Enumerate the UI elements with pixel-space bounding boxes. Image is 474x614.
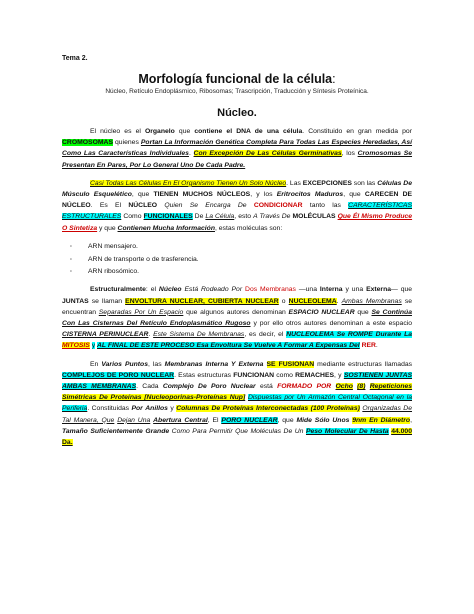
- paragraph-1: El núcleo es el Organelo que contiene el DNA de una célula. Constituido en gran medida por CROMOSOMAS quienes Portan La Información Genética Completa Para Todas Las Especies Heredadas, Así Como Las Características Individuales. Con Excepción De Las Células Germinativas, los Cromosomas Se Presentan En Pares, Por Lo General Uno De Cada Padre.: [62, 128, 413, 169]
- arn-list: [62, 241, 412, 278]
- tema-label: Tema 2.: [62, 55, 88, 62]
- paragraph-3: Estructuralmente: el Núcleo Está Rodeado Por Dos Membranas —una Interna y una Externa— que JUNTAS se llaman ENVOLTURA NUCLEAR, CUBIERTA NUCLEAR o NUCLEOLEMA. Ambas Membranas se encuentran Separadas Por Un Espacio que algunos autores denominan ESPACIO NUCLEAR que Se Continúa Con Las Cisternas Del Retículo Endoplasmático Rugoso y por ello otros autores denominan a este espacio CISTERNA PERINUCLEAR. Este Sistema De Membranas, es decir, el NUCLEOLEMA Se ROMPE Durante La MITOSIS y AL FINAL DE ESTE PROCESO Esa Envoltura Se Vuelve A Formar A Expensas Del RER.: [62, 286, 413, 350]
- paragraph-4: En Varios Puntos, las Membranas Interna Y Externa SE FUSIONAN mediante estructuras llamadas COMPLEJOS DE PORO NUCLEAR. Estas estructuras FUNCIONAN como REMACHES, y SOSTIENEN JUNTAS AMBAS MEMBRANAS. Cada Complejo De Poro Nuclear está FORMADO POR Ocho (8) Repeticiones Simétricas De Proteínas [Nucleoporinas-Proteínas Nup] Dispuestas por Un Armazón Central Octagonal en la Periferia. Constituidas Por Anillos y Columnas De Proteínas Interconectadas (100 Proteínas) Organizadas De Tal Manera, Que Dejan Una Abertura Central, El PORO NUCLEAR, que Mide Sólo Unos 9nm En Diámetro, Tamaño Suficientemente Grande Como Para Permitir Que Moléculas De Un Peso Molecular De Hasta 44.000 Da.: [62, 360, 413, 447]
- document-body: [62, 126, 412, 455]
- section-heading: Núcleo.: [217, 107, 257, 119]
- page-subtitle: Núcleo, Retículo Endoplásmico, Ribosomas; Trascripción, Traducción y Síntesis Proteínica.: [105, 88, 369, 95]
- page-title: Morfología funcional de la célula:: [138, 72, 336, 86]
- list-item: · ARN de transporte o de trasferencia.: [70, 255, 199, 263]
- list-item: · ARN ribosómico.: [70, 268, 139, 276]
- paragraph-2: Casi Todas Las Células En El Organismo Tienen Un Solo Núcleo. Las EXCEPCIONES son las Células De Músculo Esquelético, que TIENEN MUCHOS NÚCLEOS, y los Eritrocitos Maduros, que CARECEN DE NÚCLEO. Es El NÚCLEO Quien Se Encarga De CONDICIONAR tanto las CARACTERÍSTICAS ESTRUCTURALES Como FUNCIONALES De La Célula, esto A Través De MOLÉCULAS Que Él Mismo Produce O Sintetiza y que Contienen Mucha Información, estas moléculas son:: [62, 179, 413, 232]
- list-item: · ARN mensajero.: [70, 242, 138, 250]
